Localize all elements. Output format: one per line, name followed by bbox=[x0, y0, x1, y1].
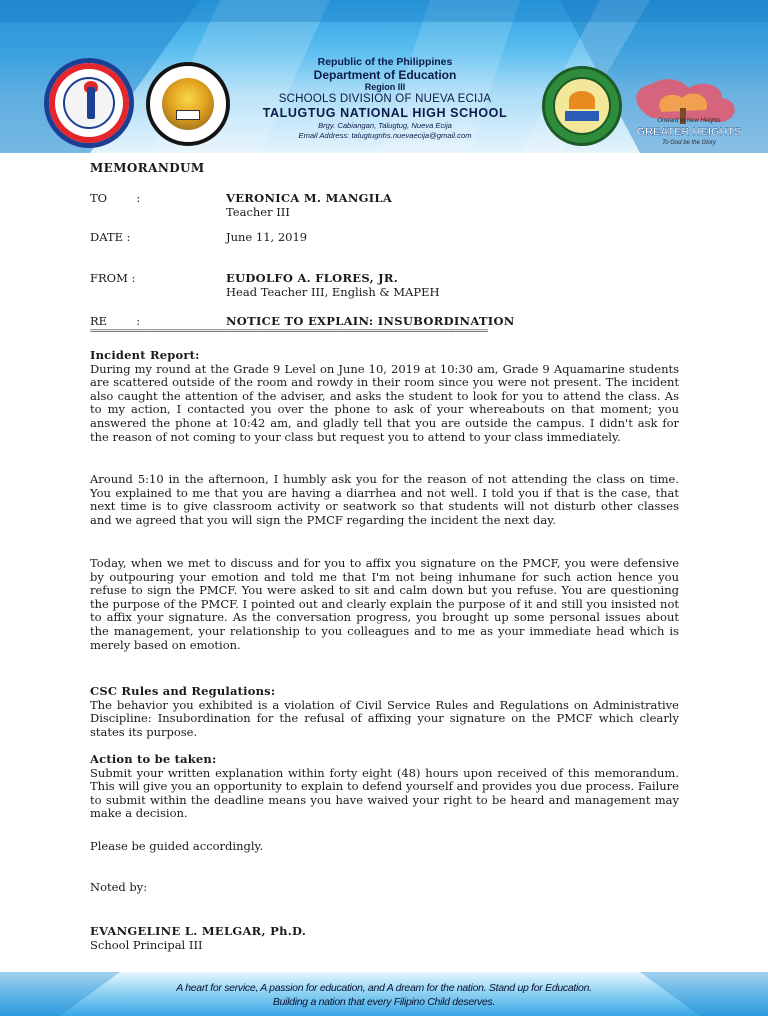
footer-tagline-line-2: Building a nation that every Filipino Child deserves. bbox=[272, 996, 496, 1008]
date-label: DATE : bbox=[90, 230, 131, 244]
csc-paragraph: The behavior you exhibited is a violation of Civil Service Rules and Regulations on Administrative Discipline: Insubordination for the refusal of affixing your signature on the PMCF which clearly states its purpose. bbox=[90, 697, 679, 739]
principal-title: School Principal III bbox=[90, 938, 203, 952]
re-label: RE : bbox=[90, 314, 141, 328]
action-heading: Action to be taken: bbox=[90, 752, 217, 766]
school-address: Brgy. Cabiangan, Talugtug, Nueva Ecija bbox=[318, 121, 452, 130]
incident-heading: Incident Report: bbox=[90, 348, 200, 362]
from-label: FROM : bbox=[90, 271, 136, 285]
letterhead-banner bbox=[0, 0, 768, 153]
incident-paragraph-3: Today, when we met to discuss and for you to affix you signature on the PMCF, you were defensive by outpouring your emotion and told me that I'm not being inhumane for such action hence you refuse to sign the PMCF. You were asked to sit and calm down but you refuse. You are questioning the purpose of the PMCF. I pointed out and clearly explain the purpose of it and still you insisted not to affix your signature. As the conversation progress, you brought up some personal issues about the management, your relationship to you colleagues and to me as your immediate head which is merely based on emotion. bbox=[90, 556, 679, 652]
separator-line: ============================================================================================================== bbox=[90, 327, 488, 335]
greater-heights-title: GREATER HEIGHTS bbox=[636, 126, 742, 138]
footer-tagline bbox=[0, 981, 768, 1009]
principal-name: EVANGELINE L. MELGAR, Ph.D. bbox=[90, 924, 307, 938]
footer-banner bbox=[0, 972, 768, 1016]
incident-paragraph-2: Around 5:10 in the afternoon, I humbly ask you for the reason of not attending the class on time. You explained to me that you are having a diarrhea and not well. I told you if that is the case, that next time is to give classroom activity or seatwork so that students will not disturb other classes and we agreed that you will sign the PMCF regarding the incident the next day. bbox=[90, 472, 679, 527]
footer-tagline-line-1: A heart for service, A passion for education, and A dream for the nation. Stand up for Education. bbox=[176, 982, 592, 994]
school-email: Email Address: talugtugnhs.nuevaecija@gmail.com bbox=[298, 131, 472, 140]
incident-section bbox=[90, 349, 679, 444]
greater-heights-top: Onward to New Heights bbox=[657, 118, 721, 124]
greater-heights-sub: To God be the Glory bbox=[662, 140, 716, 146]
to-name: VERONICA M. MANGILA bbox=[226, 191, 393, 205]
memo-title: MEMORANDUM bbox=[90, 161, 205, 175]
csc-section bbox=[90, 685, 679, 739]
department-line: Department of Education bbox=[313, 68, 457, 82]
re-value: NOTICE TO EXPLAIN: INSUBORDINATION bbox=[226, 314, 515, 328]
from-title: Head Teacher III, English & MAPEH bbox=[226, 285, 440, 299]
incident-paragraph-2-block bbox=[90, 473, 679, 527]
school-seal-logo bbox=[146, 62, 230, 146]
date-value: June 11, 2019 bbox=[226, 230, 308, 244]
region-line: Region III bbox=[364, 82, 406, 92]
republic-line: Republic of the Philippines bbox=[317, 56, 453, 68]
incident-paragraph-1: During my round at the Grade 9 Level on June 10, 2019 at 10:30 am, Grade 9 Aquamarine students are scattered outside of the room and rowdy in their room since you were not present. The incident also caught the attention of the adviser, and asks the student to look for you to attend the class. As to my action, I contacted you over the phone to ask of your whereabouts on that moment; you answered the phone at 10:42 am, and gladly tell that you are outside the campus. I didn't ask for the reason of not coming to your class but request you to attend to your class immediately. bbox=[90, 361, 679, 444]
to-title: Teacher III bbox=[226, 205, 290, 219]
greater-heights-caption bbox=[630, 116, 748, 149]
action-section bbox=[90, 753, 679, 821]
noted-by-label: Noted by: bbox=[90, 880, 148, 894]
guided-line: Please be guided accordingly. bbox=[90, 839, 264, 853]
incident-paragraph-3-block bbox=[90, 557, 679, 652]
letterhead-text bbox=[230, 56, 540, 141]
to-label: TO : bbox=[90, 191, 141, 205]
from-name: EUDOLFO A. FLORES, JR. bbox=[226, 271, 399, 285]
division-seal-logo bbox=[542, 66, 622, 146]
school-name: TALUGTUG NATIONAL HIGH SCHOOL bbox=[262, 106, 508, 120]
deped-seal-logo bbox=[44, 58, 134, 148]
csc-heading: CSC Rules and Regulations: bbox=[90, 684, 276, 698]
division-line: SCHOOLS DIVISION OF NUEVA ECIJA bbox=[278, 93, 492, 105]
action-paragraph: Submit your written explanation within forty eight (48) hours upon received of this memorandum. This will give you an opportunity to explain to defend yourself and provides you due process. Failure to submit within the deadline means you have waived your right to be heard and management may make a decision. bbox=[90, 765, 679, 821]
